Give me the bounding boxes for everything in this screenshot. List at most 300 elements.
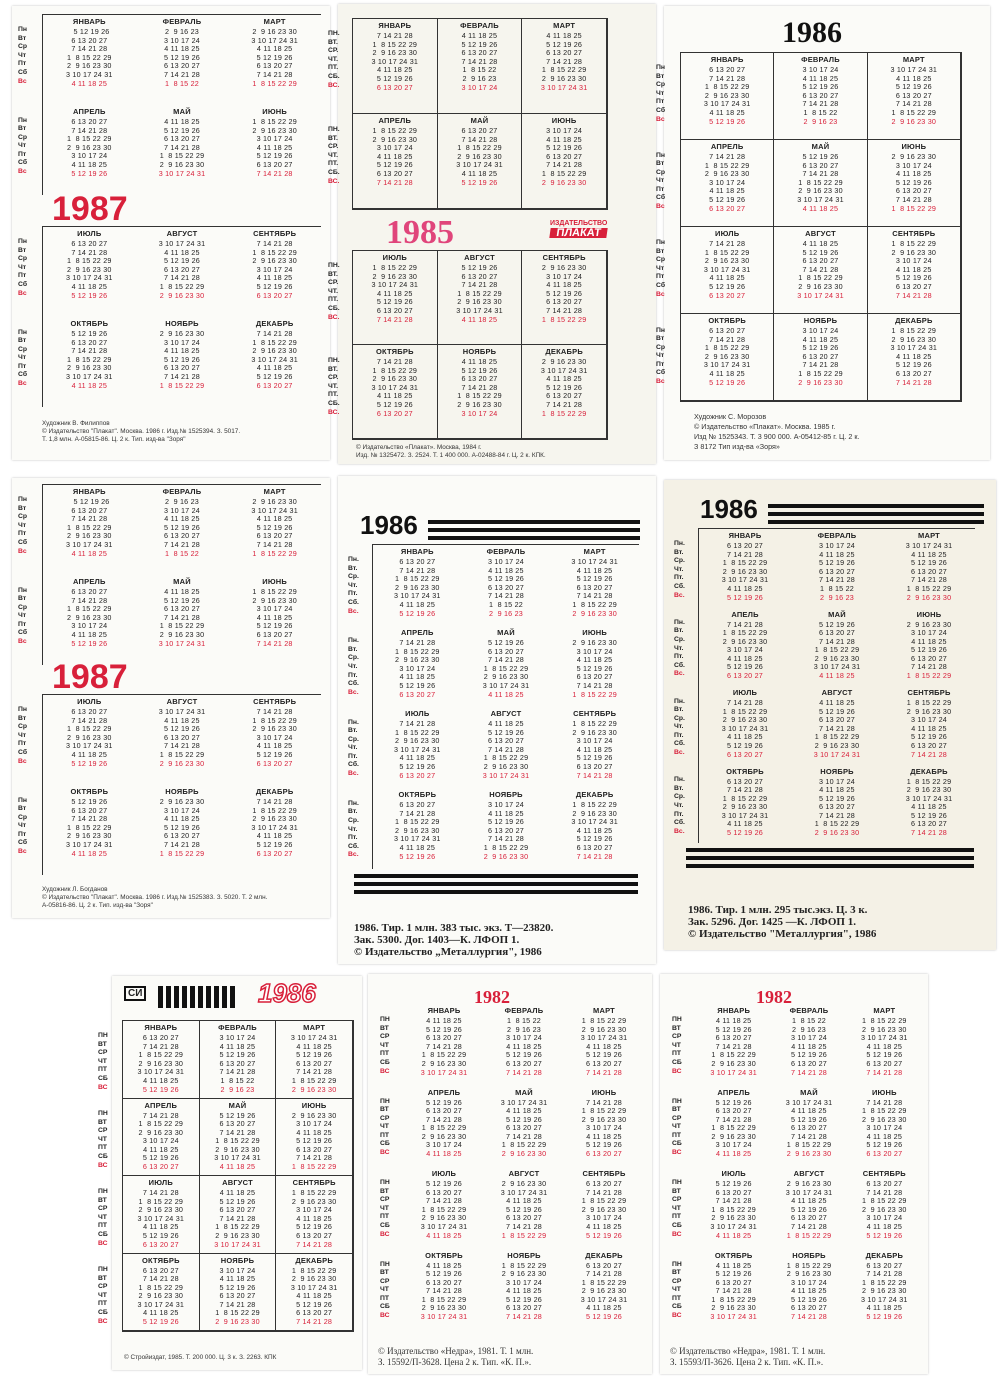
- weekday-row: 5 12 19 26: [715, 1179, 752, 1188]
- weekday-row: 1 8 15 22 29: [891, 107, 937, 117]
- weekday-row: 4 11 18 25: [164, 514, 200, 524]
- months-grid: [680, 52, 962, 402]
- month-name: СЕНТЯБРЬ: [542, 253, 586, 262]
- publisher-big-label: ПЛАКАТ: [549, 228, 608, 238]
- weekday-row: 3 10 17 24: [546, 126, 583, 135]
- weekday-row: 5 12 19 26: [506, 1114, 542, 1124]
- weekday-row: 4 11 18 25: [866, 1303, 903, 1313]
- weekday-row: 1 8 15 22 29: [891, 203, 937, 213]
- month-name: ОКТЯБРЬ: [425, 1250, 463, 1260]
- weekday-label: Пт: [18, 150, 27, 158]
- weekday-row: 7 14 21 28: [546, 305, 583, 315]
- weekday-row: 4 11 18 25: [256, 273, 293, 283]
- weekday-row: 3 10 17 24 31: [214, 1239, 261, 1249]
- weekday-label: Пн: [18, 796, 27, 804]
- month-name: АПРЕЛЬ: [710, 142, 744, 151]
- month-7: [43, 695, 136, 785]
- month-name: АПРЕЛЬ: [73, 107, 106, 116]
- weekday-row: 6 13 20 27: [866, 1260, 903, 1270]
- weekday-row: 3 10 17 24 31: [703, 99, 751, 109]
- weekday-label: Вс.: [674, 670, 685, 678]
- imprint-text: © Издательство «Недра», 1981. Т. 1 млн. З. 15592/П-3628. Цена 2 к. Тип. «К. П.».: [378, 1346, 534, 1367]
- weekday-row: 4 11 18 25: [256, 514, 293, 524]
- weekday-row: 2 9 16 23 30: [252, 125, 297, 135]
- stroyizdat-logo: СИ: [124, 986, 146, 1001]
- weekday-row: 2 9 16 23 30: [252, 256, 297, 266]
- weekday-row: 1 8 15 22 29: [581, 1106, 627, 1116]
- weekday-label: Вт: [18, 714, 27, 722]
- weekday-label: Сб.: [674, 661, 685, 669]
- weekday-labels: [18, 587, 27, 647]
- weekday-row: 3 10 17 24 31: [785, 1187, 833, 1197]
- month-name: ИЮНЬ: [262, 107, 288, 116]
- weekday-row: 5 12 19 26: [219, 1196, 256, 1206]
- weekday-row: 5 12 19 26: [709, 281, 746, 291]
- weekday-row: 5 12 19 26: [296, 1299, 333, 1309]
- weekday-row: 3 10 17 24 31: [710, 1312, 757, 1322]
- weekday-label: ПН: [672, 1016, 682, 1023]
- decor-stripe: [354, 874, 638, 878]
- weekday-row: 1 8 15 22 29: [711, 1204, 756, 1214]
- calendar-card-1986-morozov: [656, 6, 990, 460]
- weekday-row: 3 10 17 24: [546, 271, 583, 281]
- weekday-row: 3 10 17 24 31: [482, 770, 530, 780]
- month-12: [883, 765, 975, 844]
- weekday-row: 2 9 16 23 30: [704, 90, 750, 100]
- weekday-row: 7 14 21 28: [461, 134, 498, 144]
- weekday-row: 7 14 21 28: [727, 785, 763, 795]
- weekday-row: 4 11 18 25: [164, 814, 200, 824]
- month-name: МАРТ: [553, 21, 576, 30]
- month-name: АПРЕЛЬ: [144, 1100, 178, 1110]
- weekday-row: 5 12 19 26: [164, 354, 200, 364]
- month-name: ОКТЯБРЬ: [726, 766, 764, 776]
- month-2: [136, 15, 229, 105]
- weekday-row: 1 8 15 22 29: [722, 793, 768, 803]
- weekday-row: 3 10 17 24: [219, 1033, 256, 1042]
- weekday-label: Ср: [18, 255, 28, 263]
- weekday-row: 7 14 21 28: [399, 638, 436, 647]
- weekday-row: 5 12 19 26: [426, 1269, 462, 1279]
- month-11: [774, 314, 867, 401]
- weekday-row: 5 12 19 26: [461, 39, 498, 49]
- weekday-row: 7 14 21 28: [461, 382, 498, 392]
- weekday-row: 5 12 19 26: [586, 1050, 622, 1060]
- weekday-row: 7 14 21 28: [819, 810, 855, 820]
- weekday-row: 7 14 21 28: [895, 377, 932, 387]
- weekday-label: Сб: [18, 629, 28, 637]
- weekday-label: Пт.: [674, 731, 684, 739]
- weekday-row: 3 10 17 24: [164, 505, 200, 515]
- weekday-label: Вс: [18, 547, 27, 555]
- weekday-row: 2 9 16 23 30: [67, 363, 112, 373]
- weekday-label: ВС: [380, 1149, 390, 1157]
- month-name: АВГУСТ: [821, 688, 853, 697]
- weekday-row: 2 9 16 23 30: [159, 797, 205, 806]
- weekday-row: 2 9 16 23 30: [252, 595, 297, 605]
- month-name: ФЕВРАЛЬ: [486, 547, 526, 556]
- weekday-row: 1 8 15 22 29: [704, 247, 750, 257]
- weekday-row: 5 12 19 26: [576, 834, 613, 844]
- weekday-label: Пн: [656, 326, 665, 334]
- weekday-label: Чт.: [348, 825, 358, 833]
- weekday-row: 1 8 15 22 29: [906, 671, 952, 681]
- weekday-row: 1 8 15 22 29: [862, 1196, 907, 1206]
- day-rows: [552, 720, 637, 780]
- weekday-row: 1 8 15 22 29: [421, 1294, 467, 1304]
- weekday-label: Ср: [18, 345, 28, 353]
- weekday-row: 5 12 19 26: [488, 638, 524, 647]
- weekday-row: 1 8 15 22 29: [159, 281, 205, 291]
- weekday-label: ЧТ: [672, 1286, 681, 1294]
- weekday-row: 7 14 21 28: [219, 1127, 256, 1137]
- weekday-labels: [672, 1261, 682, 1321]
- weekday-row: 7 14 21 28: [895, 194, 932, 204]
- month-4: [43, 575, 136, 665]
- weekday-label: ВТ.: [328, 38, 338, 46]
- weekday-row: 6 13 20 27: [866, 1179, 903, 1188]
- weekday-label: Чт: [656, 352, 665, 360]
- weekday-row: 1 8 15 22 29: [457, 288, 502, 298]
- weekday-row: 7 14 21 28: [819, 723, 855, 733]
- weekday-row: 4 11 18 25: [219, 1188, 256, 1197]
- weekday-row: 3 10 17 24 31: [371, 56, 419, 66]
- weekday-row: 3 10 17 24: [71, 151, 108, 161]
- weekday-row: 3 10 17 24: [576, 646, 613, 656]
- weekday-labels: [18, 797, 27, 857]
- weekday-row: 5 12 19 26: [256, 621, 293, 631]
- month-name: ЯНВАРЬ: [144, 1023, 178, 1032]
- weekday-row: 1 8 15 22: [165, 548, 199, 558]
- weekday-row: 2 9 16 23 30: [67, 612, 112, 622]
- weekday-row: 3 10 17 24 31: [158, 168, 206, 178]
- weekday-row: 3 10 17 24: [426, 1140, 462, 1150]
- month-2: [462, 545, 551, 626]
- weekday-row: 5 12 19 26: [727, 740, 763, 750]
- weekday-row: 2 9 16 23 30: [572, 808, 617, 818]
- month-11: [136, 317, 229, 407]
- weekday-row: 4 11 18 25: [256, 741, 293, 751]
- weekday-row: 2 9 16 23 30: [138, 1205, 184, 1215]
- month-2: [438, 19, 523, 114]
- weekday-row: 3 10 17 24 31: [813, 749, 861, 759]
- weekday-row: 2 9 16 23 30: [814, 828, 860, 838]
- day-rows: [230, 498, 319, 558]
- weekday-labels: [98, 1032, 108, 1092]
- weekday-row: 1 8 15 22 29: [862, 1106, 907, 1116]
- month-5: [791, 608, 883, 687]
- weekday-row: 4 11 18 25: [71, 78, 108, 88]
- weekday-row: 4 11 18 25: [71, 548, 108, 558]
- weekday-row: 5 12 19 26: [142, 1153, 179, 1163]
- weekday-row: 3 10 17 24 31: [290, 1033, 338, 1042]
- weekday-labels: [380, 1179, 390, 1239]
- weekday-row: 4 11 18 25: [488, 689, 524, 699]
- weekday-row: 3 10 17 24: [911, 715, 947, 725]
- weekday-row: 6 13 20 27: [164, 134, 200, 144]
- weekday-row: 5 12 19 26: [426, 1097, 462, 1107]
- weekday-row: 2 9 16 23 30: [722, 566, 768, 576]
- weekday-label: Вт.: [674, 627, 684, 635]
- weekday-row: 1 8 15 22 29: [395, 574, 440, 584]
- day-rows: [773, 1262, 844, 1322]
- weekday-row: 7 14 21 28: [715, 1286, 752, 1296]
- weekday-label: Сб: [18, 538, 28, 546]
- weekday-row: 3 10 17 24 31: [721, 575, 769, 585]
- month-name: ОКТЯБРЬ: [708, 316, 746, 325]
- weekday-row: 1 8 15 22 29: [159, 380, 205, 390]
- weekday-label: Вс.: [674, 591, 685, 599]
- weekday-row: 2 9 16 23 30: [814, 740, 860, 750]
- weekday-row: 5 12 19 26: [164, 595, 200, 605]
- month-3: [883, 529, 975, 608]
- day-rows: [870, 327, 958, 387]
- weekday-row: 2 9 16 23: [820, 592, 854, 602]
- weekday-row: 2 9 16 23 30: [572, 608, 617, 618]
- month-8: [774, 227, 867, 314]
- weekday-row: 7 14 21 28: [256, 168, 293, 178]
- imprint-text: 1986. Тир. 1 млн. 383 тыс. экз. Т—23820. Зак. 5300. Дог. 1403—К. ЛФОП 1. © Издательство „Металлургия", 1986: [354, 922, 554, 958]
- month-1: [123, 1021, 200, 1099]
- weekday-row: 5 12 19 26: [911, 732, 947, 742]
- weekday-row: 7 14 21 28: [376, 314, 413, 324]
- weekday-row: 2 9 16 23 30: [159, 629, 205, 639]
- weekday-row: 5 12 19 26: [426, 1179, 462, 1188]
- weekday-row: 1 8 15 22 29: [814, 645, 860, 655]
- day-rows: [776, 153, 864, 213]
- weekday-label: Пн: [18, 328, 27, 336]
- day-rows: [138, 28, 227, 88]
- weekday-row: 4 11 18 25: [296, 1291, 332, 1301]
- weekday-row: 2 9 16 23 30: [581, 1114, 627, 1124]
- day-rows: [440, 127, 520, 187]
- weekday-row: 5 12 19 26: [576, 574, 613, 584]
- weekday-label: СБ: [672, 1221, 682, 1229]
- weekday-row: 6 13 20 27: [866, 1058, 903, 1068]
- weekday-row: 2 9 16 23 30: [483, 672, 529, 682]
- weekday-row: 6 13 20 27: [399, 557, 436, 566]
- weekday-row: 1 8 15 22 29: [722, 558, 768, 568]
- weekday-row: 2 9 16 23 30: [215, 1230, 260, 1240]
- year-label: 1986: [700, 494, 758, 524]
- weekday-row: 6 13 20 27: [727, 749, 763, 759]
- weekday-labels: [674, 540, 685, 600]
- weekday-row: 7 14 21 28: [426, 1286, 462, 1296]
- day-rows: [701, 699, 789, 759]
- weekday-row: 1 8 15 22 29: [67, 52, 112, 62]
- weekday-label: ВТ: [672, 1106, 681, 1114]
- weekday-row: 7 14 21 28: [488, 834, 524, 844]
- weekday-label: Пт: [18, 620, 27, 628]
- month-1: [373, 545, 462, 626]
- weekday-label: СБ.: [328, 399, 340, 407]
- day-rows: [870, 240, 958, 300]
- weekday-label: ПТ: [380, 1131, 390, 1139]
- weekday-row: 7 14 21 28: [911, 662, 947, 672]
- weekday-row: 2 9 16 23 30: [372, 374, 418, 384]
- weekday-row: 7 14 21 28: [546, 160, 583, 170]
- day-rows: [375, 801, 460, 861]
- day-rows: [524, 358, 604, 418]
- month-3: [847, 1004, 922, 1086]
- weekday-row: 6 13 20 27: [715, 1277, 752, 1287]
- weekday-row: 6 13 20 27: [709, 290, 746, 300]
- weekday-row: 5 12 19 26: [376, 160, 413, 170]
- weekday-label: Пт.: [348, 671, 358, 679]
- day-rows: [885, 778, 973, 838]
- month-2: [774, 53, 867, 140]
- month-name: МАРТ: [593, 1006, 615, 1015]
- weekday-row: 7 14 21 28: [727, 549, 763, 559]
- weekday-row: 5 12 19 26: [576, 663, 613, 673]
- month-12: [522, 345, 607, 439]
- weekday-row: 6 13 20 27: [296, 1230, 333, 1240]
- month-5: [438, 114, 523, 209]
- weekday-row: 3 10 17 24 31: [710, 1221, 757, 1231]
- weekday-row: 2 9 16 23 30: [252, 724, 297, 734]
- month-5: [136, 105, 229, 195]
- month-name: ФЕВРАЛЬ: [218, 1023, 257, 1032]
- day-rows: [698, 1017, 769, 1077]
- day-rows: [230, 330, 319, 390]
- weekday-row: 3 10 17 24 31: [797, 290, 844, 300]
- weekday-label: Сб.: [348, 680, 359, 688]
- weekday-row: 7 14 21 28: [461, 56, 498, 66]
- decor-stripe: [428, 520, 640, 524]
- weekday-label: Сб: [656, 194, 666, 202]
- month-7: [699, 686, 791, 765]
- weekday-row: 3 10 17 24: [895, 256, 932, 266]
- weekday-row: 3 10 17 24 31: [394, 591, 441, 601]
- month-name: АВГУСТ: [508, 1169, 540, 1178]
- weekday-row: 1 8 15 22 29: [252, 805, 297, 815]
- weekday-row: 5 12 19 26: [164, 822, 200, 832]
- weekday-row: 4 11 18 25: [791, 1041, 827, 1051]
- weekday-row: 3 10 17 24: [791, 1277, 827, 1287]
- weekday-label: ВТ: [98, 1196, 107, 1204]
- weekday-row: 5 12 19 26: [164, 522, 200, 532]
- weekday-row: 6 13 20 27: [376, 82, 413, 92]
- day-rows: [776, 327, 864, 387]
- day-rows: [202, 1189, 274, 1249]
- day-rows: [683, 240, 771, 300]
- weekday-label: ПН.: [328, 126, 340, 133]
- weekday-row: 2 9 16 23 30: [291, 1196, 337, 1206]
- month-9: [883, 686, 975, 765]
- weekday-label: ЧТ.: [328, 55, 339, 63]
- month-name: МАРТ: [873, 1006, 896, 1015]
- day-rows: [138, 498, 227, 558]
- weekday-row: 5 12 19 26: [895, 360, 932, 370]
- weekday-labels: [674, 619, 685, 679]
- weekday-row: 3 10 17 24 31: [540, 365, 588, 375]
- weekday-row: 1 8 15 22 29: [252, 117, 297, 126]
- day-rows: [524, 32, 604, 92]
- weekday-row: 7 14 21 28: [546, 56, 583, 66]
- weekday-row: 5 12 19 26: [256, 52, 293, 62]
- weekday-row: 3 10 17 24: [296, 1119, 333, 1129]
- weekday-row: 7 14 21 28: [142, 1188, 179, 1197]
- weekday-row: 4 11 18 25: [727, 583, 763, 593]
- weekday-label: Вс: [18, 638, 27, 646]
- weekday-label: СР: [672, 1277, 682, 1285]
- imprint-text: © Издательство «Плакат». Москва, 1984 г. Изд. № 1325472. З. 2524. Т. 1 400 000. А-02488-84 г. Ц. 2 к. КПК.: [356, 444, 546, 459]
- month-name: ОКТЯБРЬ: [376, 347, 414, 356]
- year-label: 1987: [52, 190, 128, 228]
- weekday-label: ВС.: [328, 408, 340, 416]
- month-11: [200, 1254, 277, 1332]
- weekday-row: 7 14 21 28: [576, 770, 613, 780]
- weekday-label: Пт: [656, 360, 665, 368]
- weekday-row: 6 13 20 27: [142, 1239, 179, 1249]
- weekday-row: 7 14 21 28: [576, 680, 613, 690]
- weekday-row: 6 13 20 27: [802, 90, 839, 100]
- weekday-label: Вт: [18, 805, 27, 813]
- weekday-row: 2 9 16 23 30: [891, 334, 937, 344]
- weekday-label: ВС: [380, 1230, 390, 1238]
- weekday-row: 3 10 17 24: [586, 1123, 622, 1133]
- day-rows: [202, 1112, 274, 1172]
- month-name: НОЯБРЬ: [507, 1250, 541, 1260]
- month-name: МАЙ: [811, 142, 830, 151]
- weekday-row: 6 13 20 27: [586, 1149, 622, 1159]
- weekday-row: 6 13 20 27: [164, 61, 200, 71]
- weekday-row: 6 13 20 27: [256, 531, 293, 541]
- weekday-row: 5 12 19 26: [164, 52, 200, 62]
- weekday-row: 5 12 19 26: [506, 1294, 542, 1304]
- weekday-label: СБ: [380, 1303, 390, 1311]
- month-name: ОКТЯБРЬ: [714, 1250, 753, 1260]
- day-rows: [566, 1262, 642, 1322]
- weekday-row: 6 13 20 27: [296, 1058, 333, 1068]
- weekday-row: 1 8 15 22: [489, 599, 523, 609]
- weekday-row: 6 13 20 27: [819, 628, 855, 638]
- weekday-row: 6 13 20 27: [791, 1058, 827, 1068]
- month-name: ЯНВАРЬ: [72, 487, 106, 496]
- weekday-row: 4 11 18 25: [399, 672, 436, 682]
- weekday-row: 4 11 18 25: [488, 719, 524, 728]
- weekday-row: 7 14 21 28: [399, 719, 436, 728]
- weekday-row: 2 9 16 23 30: [541, 263, 587, 272]
- weekday-label: Пт: [18, 830, 27, 838]
- weekday-row: 1 8 15 22 29: [572, 800, 617, 809]
- weekday-row: 6 13 20 27: [164, 264, 200, 274]
- weekday-row: 3 10 17 24 31: [861, 1033, 908, 1043]
- weekday-row: 5 12 19 26: [709, 377, 746, 387]
- weekday-label: ПН: [380, 1179, 390, 1186]
- weekday-row: 3 10 17 24 31: [66, 741, 113, 751]
- weekday-label: Чт: [656, 89, 665, 97]
- publisher-small-label: ИЗДАТЕЛЬСТВО: [550, 220, 608, 227]
- weekday-row: 2 9 16 23 30: [395, 655, 440, 665]
- weekday-row: 7 14 21 28: [488, 591, 524, 601]
- month-name: ИЮНЬ: [301, 1100, 327, 1110]
- weekday-row: 6 13 20 27: [164, 831, 200, 841]
- weekday-row: 2 9 16 23 30: [541, 73, 587, 83]
- weekday-label: ПН.: [328, 357, 340, 364]
- weekday-labels: [656, 239, 665, 299]
- weekday-row: 4 11 18 25: [576, 744, 613, 754]
- weekday-row: 5 12 19 26: [142, 1317, 179, 1327]
- weekday-row: 7 14 21 28: [911, 828, 947, 838]
- weekday-row: 7 14 21 28: [895, 99, 932, 109]
- weekday-row: 5 12 19 26: [69, 497, 110, 506]
- month-5: [774, 140, 867, 227]
- weekday-label: Чт.: [674, 644, 684, 652]
- month-name: СЕНТЯБРЬ: [907, 688, 951, 697]
- weekday-row: 7 14 21 28: [256, 539, 293, 549]
- weekday-row: 3 10 17 24 31: [905, 541, 953, 550]
